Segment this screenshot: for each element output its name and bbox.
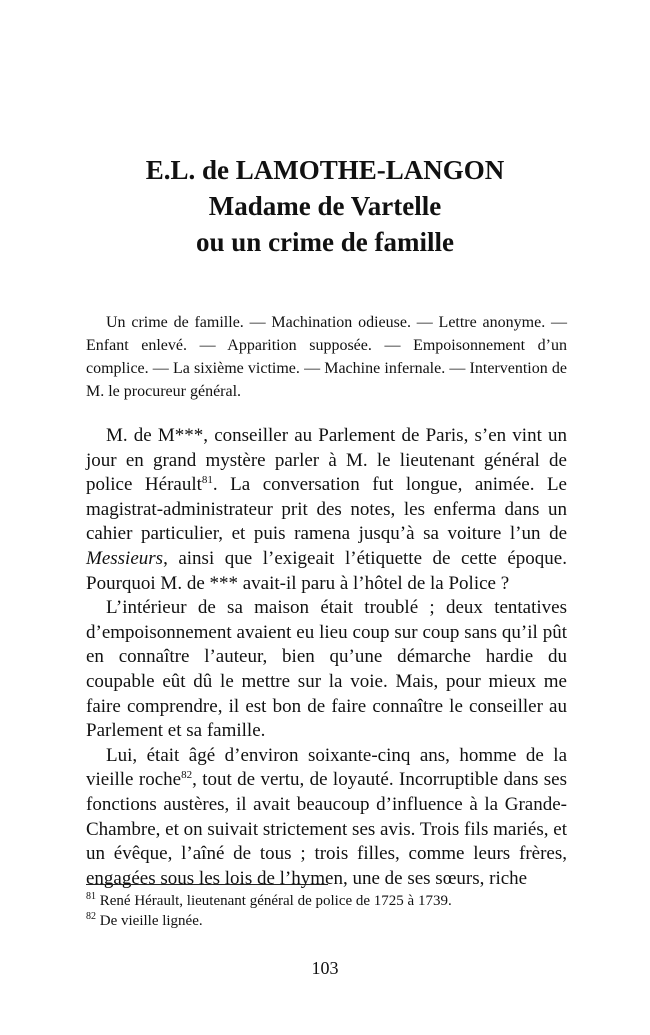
author-name: E.L. de LAMOTHE-LANGON — [145, 155, 505, 185]
chapter-title — [0, 152, 650, 260]
work-title-line-2: ou un crime de famille — [196, 227, 454, 257]
footnote-82 — [86, 911, 567, 931]
footnote-number: 82 — [86, 911, 96, 922]
work-title-line-1: Madame de Vartelle — [208, 191, 442, 221]
paragraph-3 — [86, 744, 567, 892]
footnotes — [86, 891, 567, 931]
paragraph-1-text-c: , ainsi que l’exigeait l’étiquette de cette époque. Pourquoi M. de *** avait-il paru à l’hôtel de la Police ? — [86, 547, 567, 594]
paragraph-1 — [86, 424, 567, 596]
paragraph-3-text-b: , tout de vertu, de loyauté. Incorruptible dans ses fonctions austères, il avait beaucoup d’influence à la Grande-Chambre, et on suivait strictement ses avis. Trois fils mariés, et un évêque, l’aîné de tous ; trois filles, comme leurs frères, engagées sous les lois de l’hymen, une de ses sœurs, riche — [86, 769, 567, 889]
chapter-summary: Un crime de famille. — Machination odieuse. — Lettre anonyme. — Enfant enlevé. — Apparition supposée. — Empoisonnement d’un complice. — La sixième victime. — Machine infernale. — Intervention de M. le procureur général. — [86, 314, 567, 400]
paragraph-1-italic: Messieurs — [86, 547, 164, 569]
footnote-ref-82[interactable]: 82 — [181, 769, 193, 782]
paragraph-3-text-a: Lui, était âgé d’environ soixante-cinq ans, homme de la vieille roche — [86, 744, 567, 791]
paragraph-1-text-b: . La conversation fut longue, animée. Le magistrat-administrateur prit des notes, les enferma dans un cahier particulier, et puis ramena jusqu’à sa voiture l’un de — [86, 474, 567, 545]
footnote-ref-81[interactable]: 81 — [201, 474, 213, 487]
page-number: 103 — [311, 958, 339, 978]
footnote-81 — [86, 891, 567, 911]
body-text — [86, 424, 567, 891]
paragraph-1-text-a: M. de M***, conseiller au Parlement de Paris, s’en vint un jour en grand mystère parler à M. le lieutenant général de police Hérault — [86, 425, 567, 496]
paragraph-2: L’intérieur de sa maison était troublé ; deux tentatives d’empoisonnement avaient eu lieu coup sur coup sans qu’il pût en connaître l’auteur, bien qu’une démarche hardie du coupable eût dû le mettre sur la voie. Mais, pour mieux me faire comprendre, il est bon de faire connaître le conseiller au Parlement et sa famille. — [86, 597, 567, 742]
footnote-divider — [86, 884, 328, 885]
footnote-number: 81 — [86, 891, 96, 902]
footnote-text: De vieille lignée. — [99, 913, 203, 929]
footnote-text: René Hérault, lieutenant général de police de 1725 à 1739. — [99, 893, 452, 909]
